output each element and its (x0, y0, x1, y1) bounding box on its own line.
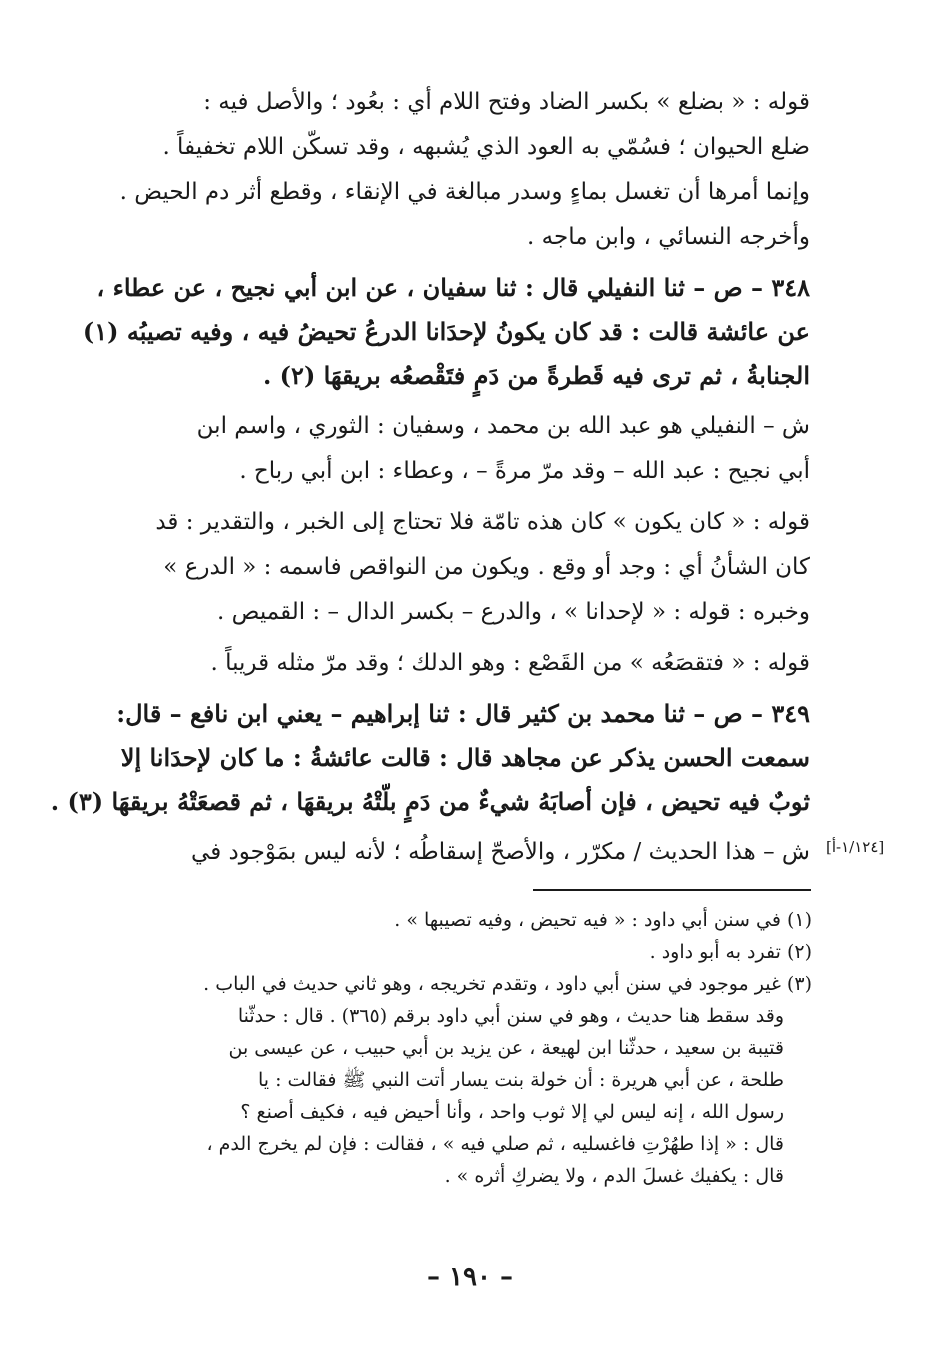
footnote-line: وقد سقط هنا حديث ، وهو في سنن أبي داود برقم (٣٦٥) . قال : حدثّنا (237, 1005, 784, 1027)
footnote (130, 968, 812, 1192)
hadith-paragraph (82, 266, 810, 398)
manuscript-folio-reference: [١/١٢٤-أ] (826, 838, 885, 856)
text-line: ٣٤٩ – ص – ثنا محمد بن كثير قال : ثنا إبراهيم – يعني ابن نافع – قال: (116, 699, 810, 728)
text-line: أبي نجيح : عبد الله – وقد مرّ مرةً – ، وعطاء : ابن أبي رباح . (239, 458, 810, 484)
text-line: وأخرجه النسائي ، وابن ماجه . (527, 224, 810, 250)
main-text (50, 80, 810, 881)
text-line: قوله : « فتقصَعُه » من القَصْع : وهو الدلك ؛ وقد مرّ مثله قريباً . (210, 650, 810, 676)
text-line: سمعت الحسن يذكر عن مجاهد قال : قالت عائشةُ : ما كان لإحدَانا إلا (120, 743, 810, 772)
text-line: وإنما أمرها أن تغسل بماءٍ وسدر مبالغة في الإنقاء ، وقطع أثر دم الحيض . (119, 179, 810, 205)
text-line: الجنابةُ ، ثم ترى فيه قَطرةً من دَمٍ فتَقْصعُه بريقهَا (٢) . (262, 361, 810, 390)
footnote-line: طلحة ، عن أبي هريرة : أن خولة بنت يسار أتت النبي ﷺ فقالت : يا (257, 1069, 784, 1091)
text-line: كان الشأنُ أي : وجد أو وقع . ويكون من النواقص فاسمه : « الدرع » (163, 554, 810, 580)
text-line: قوله : « كان يكون » كان هذه تامّة فلا تحتاج إلى الخبر ، والتقدير : قد (155, 509, 810, 535)
footnote-divider (533, 889, 811, 891)
text-line: وخبره : قوله : « لإحدانا » ، والدرع – بكسر الدال – : القميص . (217, 599, 810, 625)
text-line: ش – هذا الحديث / مكرّر ، والأصحّ إسقاطُه ؛ لأنه ليس بمَوْجود في (191, 839, 810, 865)
text-line: ضلع الحيوان ؛ فسُمّي به العود الذي يُشبهه ، وقد تسكّن اللام تخفيفاً . (162, 134, 810, 160)
hadith-paragraph (50, 692, 810, 824)
commentary-paragraph (119, 80, 810, 260)
text-line: ٣٤٨ – ص – ثنا النفيلي قال : ثنا سفيان ، عن ابن أبي نجيح ، عن عطاء ، (96, 273, 810, 302)
text-line: ش – النفيلي هو عبد الله بن محمد ، وسفيان : الثوري ، واسم ابن (196, 413, 810, 439)
page-number: – ١٩٠ – (426, 1262, 514, 1292)
commentary-paragraph (130, 500, 810, 635)
commentary-paragraph (130, 641, 810, 686)
commentary-paragraph (130, 404, 810, 494)
footnote-line: رسول الله ، إنه ليس لي إلا ثوب واحد ، وأنا أحيض فيه ، فكيف أصنع ؟ (240, 1101, 784, 1123)
footnote-line: قال : يكفيك غسلَ الدم ، ولا يضركِ أثره » . (444, 1165, 784, 1187)
text-line: ثوبٌ فيه تحيض ، فإن أصابَهُ شيءٌ من دَمٍ بلّتْهُ بريقهَا ، ثم قصعَتْهُ بريقهَا (٣) . (50, 787, 810, 816)
footnote-line: (١) في سنن أبي داود : « فيه تحيض ، وفيه تصيبها » . (394, 909, 812, 931)
footnote-line: (٢) تفرد به أبو داود . (649, 941, 812, 963)
footnote-continuation (130, 1000, 812, 1192)
footnote-line: قال : « إذا طهُرْتِ فاغسليه ، ثم صلي فيه » ، فقالت : فإن لم يخرج الدم ، (206, 1133, 784, 1155)
commentary-paragraph (130, 830, 810, 875)
text-line: عن عائشة قالت : قد كان يكونُ لإحدَانا الدرعُ تحيضُ فيه ، وفيه تصيبُه (١) (82, 317, 810, 346)
footnote (130, 936, 812, 968)
footnotes (130, 904, 812, 1192)
footnote (130, 904, 812, 936)
text-line: قوله : « بضلع » بكسر الضاد وفتح اللام أي : بعُود ؛ والأصل فيه : (203, 89, 810, 115)
footnote-line: (٣) غير موجود في سنن أبي داود ، وتقدم تخريجه ، وهو ثاني حديث في الباب . (203, 973, 812, 995)
footnote-line: قتيبة بن سعيد ، حدثّنا ابن لهيعة ، عن يزيد بن أبي حبيب ، عن عيسى بن (228, 1037, 784, 1059)
